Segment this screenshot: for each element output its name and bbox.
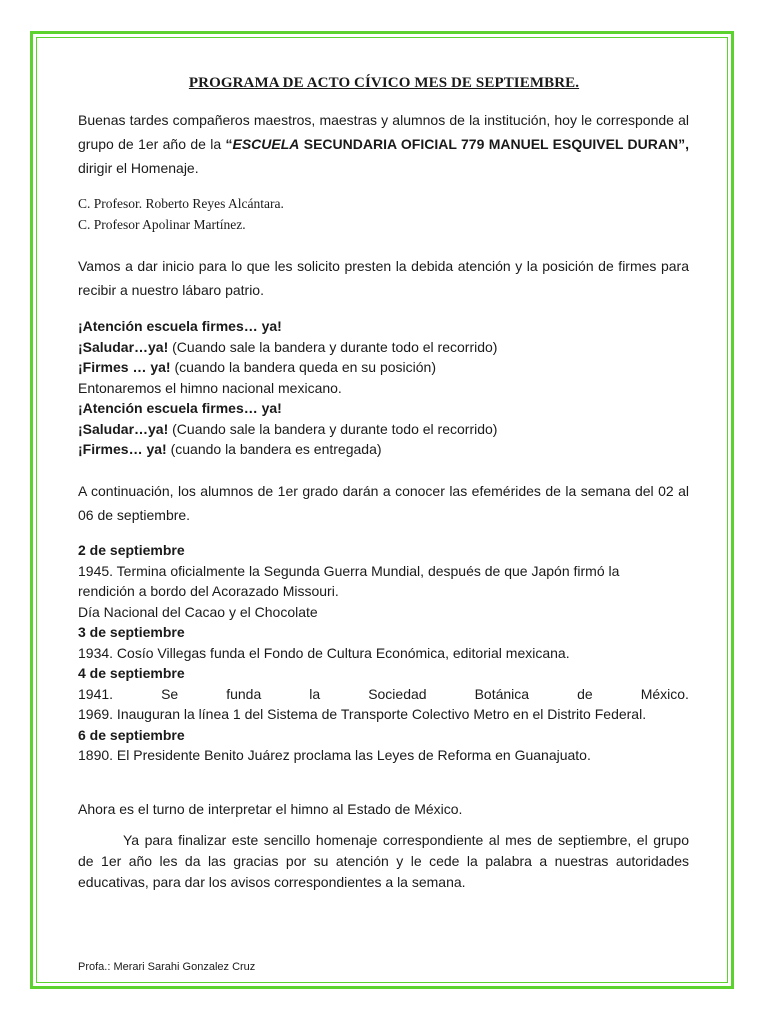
ephemeris-line: Día Nacional del Cacao y el Chocolate: [78, 603, 318, 620]
command-line: ¡Saludar…ya! (Cuando sale la bandera y durante todo el recorrido): [78, 338, 498, 355]
ephemeris-line: 1941. Se funda la Sociedad Botánica de México.: [78, 685, 689, 702]
date-heading: 4 de septiembre: [78, 665, 185, 681]
professor-name: C. Profesor Apolinar Martínez.: [78, 217, 246, 232]
ephemeris-line: 1890. El Presidente Benito Juárez proclama las Leyes de Reforma en Guanajuato.: [78, 747, 591, 763]
ephemeris-line: 1945. Termina oficialmente la Segunda Guerra Mundial, después de que Japón firmó la: [78, 562, 620, 579]
ephemeris-line: 1934. Cosío Villegas funda el Fondo de Cultura Económica, editorial mexicana.: [78, 644, 570, 661]
school-name-italic: ESCUELA: [232, 136, 300, 152]
command-line: ¡Saludar…ya! (Cuando sale la bandera y durante todo el recorrido): [78, 420, 498, 437]
anthem-paragraph: Ahora es el turno de interpretar el himno al Estado de México.: [78, 801, 463, 817]
ephemeris-line: 1969. Inauguran la línea 1 del Sistema de Transporte Colectivo Metro en el Distrito Federal.: [78, 706, 647, 722]
command-line: Entonaremos el himno nacional mexicano.: [78, 379, 342, 396]
date-heading: 6 de septiembre: [78, 726, 185, 743]
command-line: ¡Atención escuela firmes… ya!: [78, 400, 282, 416]
intro-paragraph: [78, 108, 689, 180]
closing-paragraph: Ya para finalizar este sencillo homenaje correspondiente al mes de septiembre, el grupo de 1er año les da las gracias por su atención y le cede la palabra a nuestras autoridades educativas, para dar los avisos correspondientes a la semana.: [78, 832, 689, 890]
footer-signature: Profa.: Merari Sarahi Gonzalez Cruz: [78, 961, 256, 973]
command-line: ¡Firmes… ya! (cuando la bandera es entregada): [78, 441, 382, 457]
command-line: ¡Atención escuela firmes… ya!: [78, 318, 282, 334]
command-line: ¡Firmes … ya! (cuando la bandera queda en su posición): [78, 359, 437, 375]
date-heading: 3 de septiembre: [78, 624, 185, 640]
ephemeris-line: rendición a bordo del Acorazado Missouri.: [78, 583, 339, 599]
intro-text-end: dirigir el Homenaje.: [78, 160, 199, 176]
document-title: PROGRAMA DE ACTO CÍVICO MES DE SEPTIEMBRE.: [188, 75, 580, 91]
opening-paragraph: Vamos a dar inicio para lo que les solicito presten la debida atención y la posición de firmes para recibir a nuestro lábaro patrio.: [78, 258, 689, 298]
school-name: SECUNDARIA OFICIAL 779 MANUEL ESQUIVEL DURAN”,: [299, 136, 689, 152]
professor-name: C. Profesor. Roberto Reyes Alcántara.: [78, 196, 284, 211]
date-heading: 2 de septiembre: [78, 542, 185, 558]
ephemerides-list: [78, 540, 689, 766]
professors-list: [78, 193, 689, 235]
commands-list: [78, 316, 689, 460]
quote-mark: “: [225, 136, 233, 152]
continuation-paragraph: A continuación, los alumnos de 1er grado darán a conocer las efemérides de la semana del 02 al 06 de septiembre.: [78, 483, 689, 523]
intro-text: Buenas tardes compañeros maestros, maestras y alumnos de la institución, hoy le corresponde al grupo de 1er año de la: [78, 112, 689, 152]
